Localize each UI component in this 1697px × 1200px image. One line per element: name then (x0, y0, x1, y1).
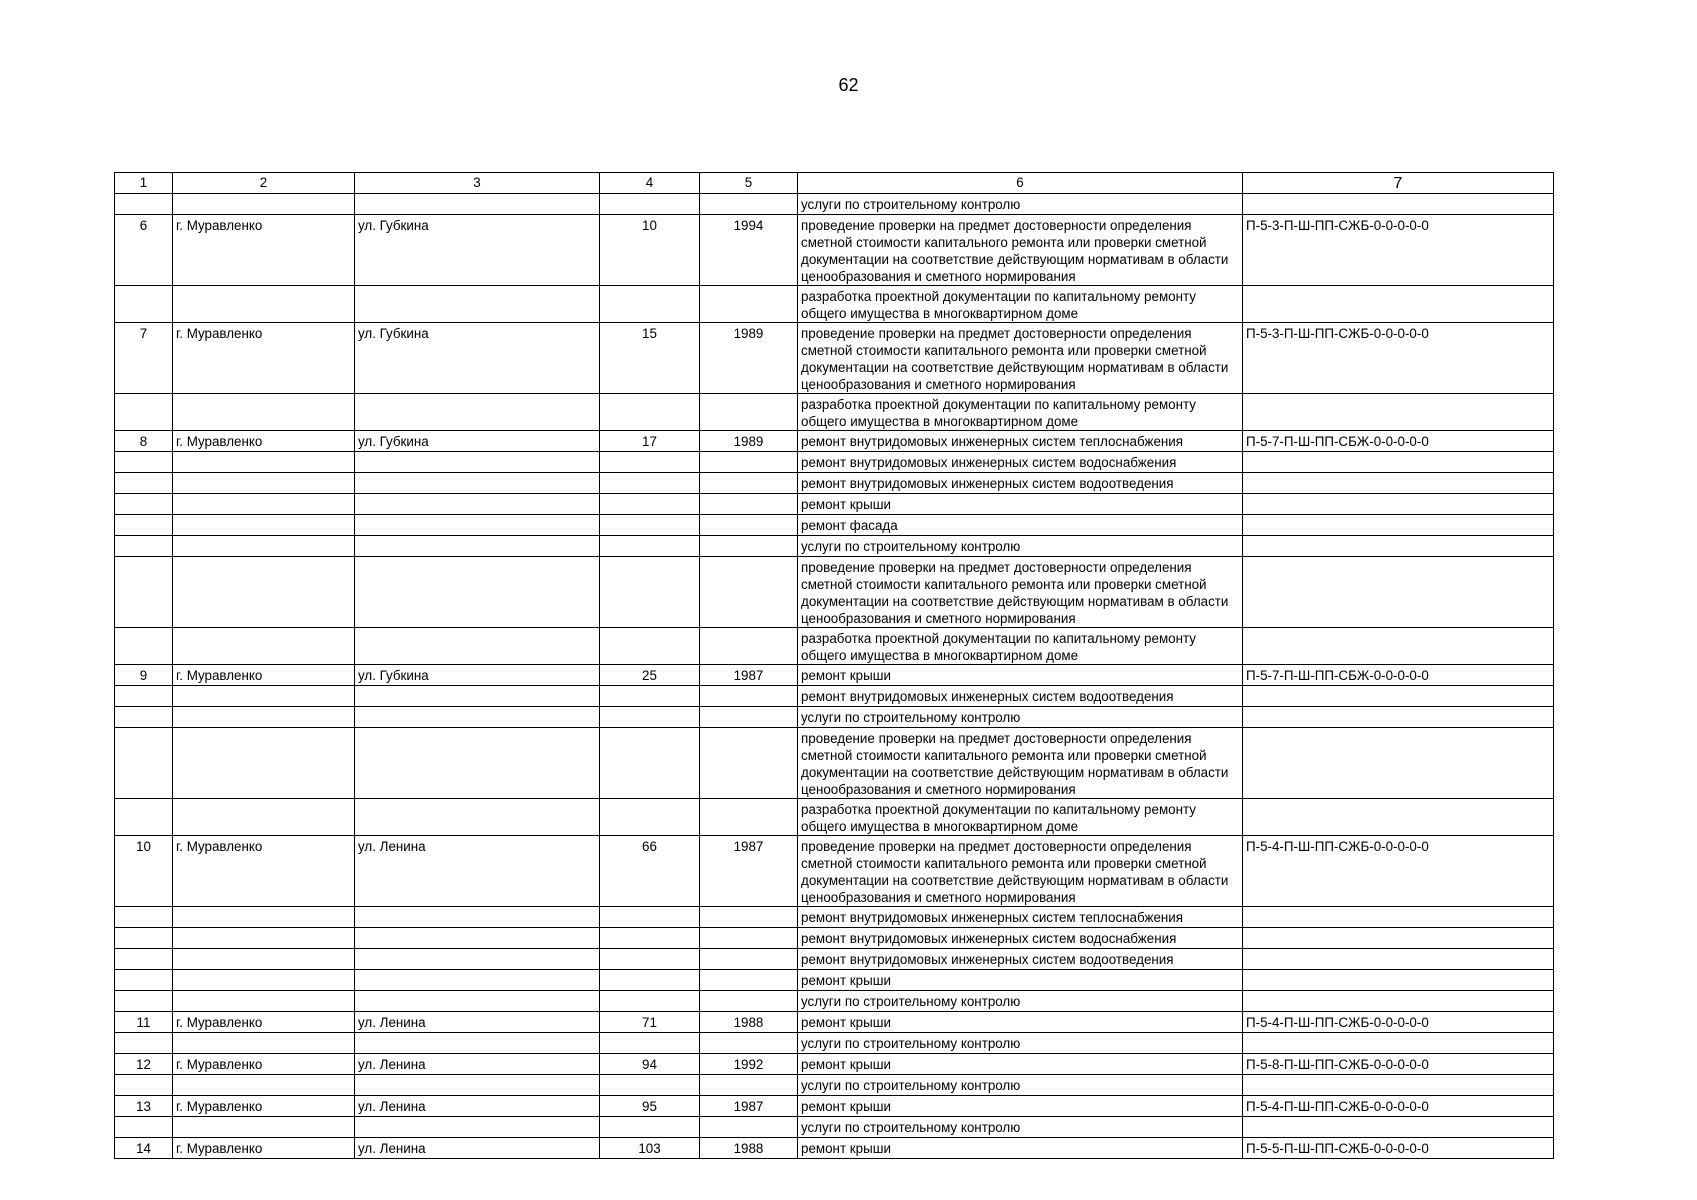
row-number-cell (115, 799, 173, 836)
city-cell (173, 799, 355, 836)
house-number-cell (600, 494, 700, 515)
year-built-cell (700, 928, 798, 949)
year-built-cell: 1987 (700, 836, 798, 907)
building-code-cell (1243, 557, 1554, 628)
table-row (115, 991, 1554, 1012)
row-number-cell (115, 1075, 173, 1096)
row-number-cell (115, 494, 173, 515)
year-built-cell (700, 970, 798, 991)
work-type-cell: ремонт фасада (798, 515, 1243, 536)
table-header-row (115, 173, 1554, 194)
city-cell: г. Муравленко (173, 1138, 355, 1159)
city-cell (173, 628, 355, 665)
table-row (115, 907, 1554, 928)
year-built-cell (700, 1033, 798, 1054)
table-row (115, 1138, 1554, 1159)
row-number-cell: 11 (115, 1012, 173, 1033)
work-type-cell: ремонт внутридомовых инженерных систем водоотведения (798, 949, 1243, 970)
house-number-cell: 94 (600, 1054, 700, 1075)
street-cell: ул. Губкина (355, 215, 600, 286)
row-number-cell (115, 194, 173, 215)
street-cell (355, 194, 600, 215)
city-cell (173, 970, 355, 991)
work-type-cell: услуги по строительному контролю (798, 707, 1243, 728)
house-number-cell (600, 928, 700, 949)
year-built-cell: 1989 (700, 431, 798, 452)
building-code-cell: П-5-4-П-Ш-ПП-СЖБ-0-0-0-0-0 (1243, 1012, 1554, 1033)
city-cell: г. Муравленко (173, 431, 355, 452)
table-row (115, 949, 1554, 970)
row-number-cell (115, 949, 173, 970)
work-type-cell: ремонт крыши (798, 1096, 1243, 1117)
work-type-cell: разработка проектной документации по капитальному ремонту общего имущества в многоквартирном доме (798, 394, 1243, 431)
work-type-cell: проведение проверки на предмет достоверности определения сметной стоимости капитального ремонта или проверки сметной документации на соответствие действующим нормативам в области ценообразования и сметного нормирования (798, 323, 1243, 394)
table-row (115, 1012, 1554, 1033)
work-type-cell: услуги по строительному контролю (798, 536, 1243, 557)
year-built-cell (700, 686, 798, 707)
year-built-cell: 1989 (700, 323, 798, 394)
year-built-cell (700, 1117, 798, 1138)
table-row (115, 452, 1554, 473)
work-type-cell: ремонт крыши (798, 665, 1243, 686)
building-code-cell: П-5-4-П-Ш-ПП-СЖБ-0-0-0-0-0 (1243, 1096, 1554, 1117)
year-built-cell (700, 907, 798, 928)
year-built-cell (700, 194, 798, 215)
street-cell (355, 286, 600, 323)
header-cell-1: 1 (115, 173, 173, 194)
building-code-cell (1243, 949, 1554, 970)
work-type-cell: ремонт крыши (798, 1138, 1243, 1159)
work-type-cell: ремонт крыши (798, 494, 1243, 515)
table-row (115, 628, 1554, 665)
street-cell (355, 907, 600, 928)
street-cell (355, 628, 600, 665)
street-cell: ул. Губкина (355, 323, 600, 394)
street-cell (355, 949, 600, 970)
year-built-cell (700, 515, 798, 536)
house-number-cell (600, 970, 700, 991)
house-number-cell (600, 473, 700, 494)
table-row (115, 494, 1554, 515)
city-cell: г. Муравленко (173, 1054, 355, 1075)
building-code-cell: П-5-7-П-Ш-ПП-СБЖ-0-0-0-0-0 (1243, 665, 1554, 686)
street-cell (355, 515, 600, 536)
table-row (115, 536, 1554, 557)
building-code-cell (1243, 928, 1554, 949)
work-type-cell: проведение проверки на предмет достоверности определения сметной стоимости капитального ремонта или проверки сметной документации на соответствие действующим нормативам в области ценообразования и сметного нормирования (798, 215, 1243, 286)
building-code-cell (1243, 799, 1554, 836)
year-built-cell (700, 628, 798, 665)
city-cell (173, 536, 355, 557)
street-cell (355, 928, 600, 949)
year-built-cell (700, 536, 798, 557)
table-body (115, 173, 1554, 1159)
table-row (115, 394, 1554, 431)
city-cell (173, 928, 355, 949)
row-number-cell (115, 1033, 173, 1054)
table-row (115, 1075, 1554, 1096)
table-row (115, 836, 1554, 907)
row-number-cell: 9 (115, 665, 173, 686)
building-code-cell (1243, 707, 1554, 728)
work-type-cell: услуги по строительному контролю (798, 194, 1243, 215)
street-cell (355, 1033, 600, 1054)
work-type-cell: проведение проверки на предмет достоверности определения сметной стоимости капитального ремонта или проверки сметной документации на соответствие действующим нормативам в области ценообразования и сметного нормирования (798, 836, 1243, 907)
work-type-cell: ремонт внутридомовых инженерных систем теплоснабжения (798, 431, 1243, 452)
work-type-cell: разработка проектной документации по капитальному ремонту общего имущества в многоквартирном доме (798, 628, 1243, 665)
street-cell (355, 728, 600, 799)
house-number-cell: 95 (600, 1096, 700, 1117)
work-type-cell: ремонт внутридомовых инженерных систем водоотведения (798, 473, 1243, 494)
house-number-cell (600, 452, 700, 473)
street-cell: ул. Ленина (355, 1012, 600, 1033)
building-code-cell (1243, 536, 1554, 557)
work-type-cell: услуги по строительному контролю (798, 1075, 1243, 1096)
house-number-cell (600, 557, 700, 628)
year-built-cell (700, 728, 798, 799)
year-built-cell: 1987 (700, 1096, 798, 1117)
row-number-cell: 8 (115, 431, 173, 452)
city-cell: г. Муравленко (173, 1012, 355, 1033)
street-cell (355, 991, 600, 1012)
street-cell (355, 452, 600, 473)
building-code-cell (1243, 494, 1554, 515)
work-type-cell: разработка проектной документации по капитальному ремонту общего имущества в многоквартирном доме (798, 286, 1243, 323)
house-number-cell (600, 515, 700, 536)
house-number-cell (600, 1033, 700, 1054)
year-built-cell (700, 557, 798, 628)
house-number-cell (600, 799, 700, 836)
header-cell-5: 5 (700, 173, 798, 194)
row-number-cell (115, 907, 173, 928)
street-cell (355, 473, 600, 494)
work-type-cell: ремонт внутридомовых инженерных систем водоснабжения (798, 928, 1243, 949)
table-row (115, 1117, 1554, 1138)
street-cell: ул. Ленина (355, 1054, 600, 1075)
building-code-cell (1243, 728, 1554, 799)
work-type-cell: ремонт внутридомовых инженерных систем водоотведения (798, 686, 1243, 707)
house-number-cell (600, 707, 700, 728)
row-number-cell (115, 1117, 173, 1138)
year-built-cell: 1992 (700, 1054, 798, 1075)
work-type-cell: проведение проверки на предмет достоверности определения сметной стоимости капитального ремонта или проверки сметной документации на соответствие действующим нормативам в области ценообразования и сметного нормирования (798, 728, 1243, 799)
city-cell (173, 1117, 355, 1138)
table-row (115, 431, 1554, 452)
year-built-cell (700, 991, 798, 1012)
building-code-cell (1243, 286, 1554, 323)
row-number-cell: 14 (115, 1138, 173, 1159)
building-code-cell (1243, 991, 1554, 1012)
street-cell (355, 1117, 600, 1138)
street-cell: ул. Ленина (355, 1096, 600, 1117)
year-built-cell: 1988 (700, 1138, 798, 1159)
city-cell (173, 1075, 355, 1096)
table-row (115, 928, 1554, 949)
street-cell (355, 707, 600, 728)
header-cell-2: 2 (173, 173, 355, 194)
house-number-cell: 17 (600, 431, 700, 452)
row-number-cell (115, 394, 173, 431)
row-number-cell (115, 536, 173, 557)
house-number-cell (600, 286, 700, 323)
city-cell (173, 194, 355, 215)
work-type-cell: услуги по строительному контролю (798, 1033, 1243, 1054)
building-code-cell (1243, 515, 1554, 536)
row-number-cell: 7 (115, 323, 173, 394)
work-type-cell: ремонт крыши (798, 970, 1243, 991)
house-number-cell (600, 1117, 700, 1138)
building-code-cell: П-5-8-П-Ш-ПП-СЖБ-0-0-0-0-0 (1243, 1054, 1554, 1075)
work-type-cell: ремонт крыши (798, 1012, 1243, 1033)
house-number-cell (600, 194, 700, 215)
street-cell (355, 394, 600, 431)
header-cell-6: 6 (798, 173, 1243, 194)
year-built-cell: 1988 (700, 1012, 798, 1033)
header-cell-3: 3 (355, 173, 600, 194)
table-row (115, 686, 1554, 707)
city-cell (173, 686, 355, 707)
row-number-cell (115, 557, 173, 628)
table-row (115, 1054, 1554, 1075)
table-row (115, 215, 1554, 286)
street-cell (355, 970, 600, 991)
row-number-cell (115, 707, 173, 728)
building-code-cell (1243, 473, 1554, 494)
street-cell (355, 557, 600, 628)
building-code-cell (1243, 628, 1554, 665)
year-built-cell (700, 394, 798, 431)
row-number-cell: 13 (115, 1096, 173, 1117)
street-cell (355, 799, 600, 836)
row-number-cell (115, 970, 173, 991)
street-cell (355, 536, 600, 557)
header-cell-4: 4 (600, 173, 700, 194)
house-number-cell: 15 (600, 323, 700, 394)
table-row (115, 515, 1554, 536)
city-cell (173, 515, 355, 536)
street-cell (355, 1075, 600, 1096)
row-number-cell: 6 (115, 215, 173, 286)
house-number-cell (600, 628, 700, 665)
year-built-cell (700, 1075, 798, 1096)
city-cell (173, 991, 355, 1012)
row-number-cell (115, 628, 173, 665)
table-row (115, 970, 1554, 991)
city-cell (173, 394, 355, 431)
page-number: 62 (838, 75, 859, 95)
house-number-cell: 66 (600, 836, 700, 907)
building-code-cell: П-5-3-П-Ш-ПП-СЖБ-0-0-0-0-0 (1243, 215, 1554, 286)
building-code-cell (1243, 194, 1554, 215)
work-type-cell: ремонт крыши (798, 1054, 1243, 1075)
table-row (115, 323, 1554, 394)
house-number-cell (600, 394, 700, 431)
building-code-cell (1243, 1033, 1554, 1054)
table-row (115, 286, 1554, 323)
city-cell (173, 286, 355, 323)
work-type-cell: проведение проверки на предмет достоверности определения сметной стоимости капитального ремонта или проверки сметной документации на соответствие действующим нормативам в области ценообразования и сметного нормирования (798, 557, 1243, 628)
building-code-cell (1243, 452, 1554, 473)
building-code-cell: П-5-4-П-Ш-ПП-СЖБ-0-0-0-0-0 (1243, 836, 1554, 907)
table-row (115, 557, 1554, 628)
house-number-cell (600, 949, 700, 970)
building-code-cell: П-5-7-П-Ш-ПП-СБЖ-0-0-0-0-0 (1243, 431, 1554, 452)
city-cell (173, 728, 355, 799)
work-type-cell: услуги по строительному контролю (798, 1117, 1243, 1138)
year-built-cell (700, 799, 798, 836)
year-built-cell (700, 707, 798, 728)
year-built-cell: 1994 (700, 215, 798, 286)
house-number-cell: 71 (600, 1012, 700, 1033)
city-cell (173, 473, 355, 494)
work-type-cell: ремонт внутридомовых инженерных систем водоснабжения (798, 452, 1243, 473)
city-cell (173, 707, 355, 728)
building-code-cell (1243, 1117, 1554, 1138)
city-cell: г. Муравленко (173, 323, 355, 394)
house-number-cell (600, 536, 700, 557)
year-built-cell (700, 286, 798, 323)
building-code-cell: П-5-5-П-Ш-ПП-СЖБ-0-0-0-0-0 (1243, 1138, 1554, 1159)
building-code-cell (1243, 394, 1554, 431)
repair-schedule-table (114, 172, 1554, 1159)
table-row (115, 1033, 1554, 1054)
year-built-cell: 1987 (700, 665, 798, 686)
street-cell: ул. Губкина (355, 665, 600, 686)
table-row (115, 194, 1554, 215)
work-type-cell: услуги по строительному контролю (798, 991, 1243, 1012)
city-cell: г. Муравленко (173, 836, 355, 907)
city-cell (173, 557, 355, 628)
table-row (115, 665, 1554, 686)
city-cell (173, 452, 355, 473)
house-number-cell: 25 (600, 665, 700, 686)
row-number-cell (115, 686, 173, 707)
row-number-cell (115, 286, 173, 323)
city-cell: г. Муравленко (173, 1096, 355, 1117)
work-type-cell: разработка проектной документации по капитальному ремонту общего имущества в многоквартирном доме (798, 799, 1243, 836)
table-row (115, 728, 1554, 799)
row-number-cell: 10 (115, 836, 173, 907)
year-built-cell (700, 494, 798, 515)
house-number-cell (600, 728, 700, 799)
year-built-cell (700, 452, 798, 473)
row-number-cell (115, 928, 173, 949)
building-code-cell (1243, 970, 1554, 991)
row-number-cell (115, 473, 173, 494)
row-number-cell: 12 (115, 1054, 173, 1075)
city-cell (173, 949, 355, 970)
building-code-cell (1243, 1075, 1554, 1096)
city-cell: г. Муравленко (173, 215, 355, 286)
table-row (115, 799, 1554, 836)
city-cell (173, 494, 355, 515)
house-number-cell: 10 (600, 215, 700, 286)
house-number-cell (600, 1075, 700, 1096)
table-row (115, 1096, 1554, 1117)
building-code-cell (1243, 907, 1554, 928)
house-number-cell (600, 907, 700, 928)
work-type-cell: ремонт внутридомовых инженерных систем теплоснабжения (798, 907, 1243, 928)
row-number-cell (115, 728, 173, 799)
street-cell (355, 494, 600, 515)
building-code-cell (1243, 686, 1554, 707)
row-number-cell (115, 452, 173, 473)
year-built-cell (700, 949, 798, 970)
street-cell: ул. Ленина (355, 1138, 600, 1159)
row-number-cell (115, 515, 173, 536)
table-row (115, 473, 1554, 494)
city-cell (173, 907, 355, 928)
table-row (115, 707, 1554, 728)
building-code-cell: П-5-3-П-Ш-ПП-СЖБ-0-0-0-0-0 (1243, 323, 1554, 394)
street-cell (355, 686, 600, 707)
street-cell: ул. Губкина (355, 431, 600, 452)
street-cell: ул. Ленина (355, 836, 600, 907)
house-number-cell: 103 (600, 1138, 700, 1159)
house-number-cell (600, 991, 700, 1012)
house-number-cell (600, 686, 700, 707)
city-cell (173, 1033, 355, 1054)
header-cell-7: 7 (1243, 173, 1554, 194)
city-cell: г. Муравленко (173, 665, 355, 686)
row-number-cell (115, 991, 173, 1012)
year-built-cell (700, 473, 798, 494)
